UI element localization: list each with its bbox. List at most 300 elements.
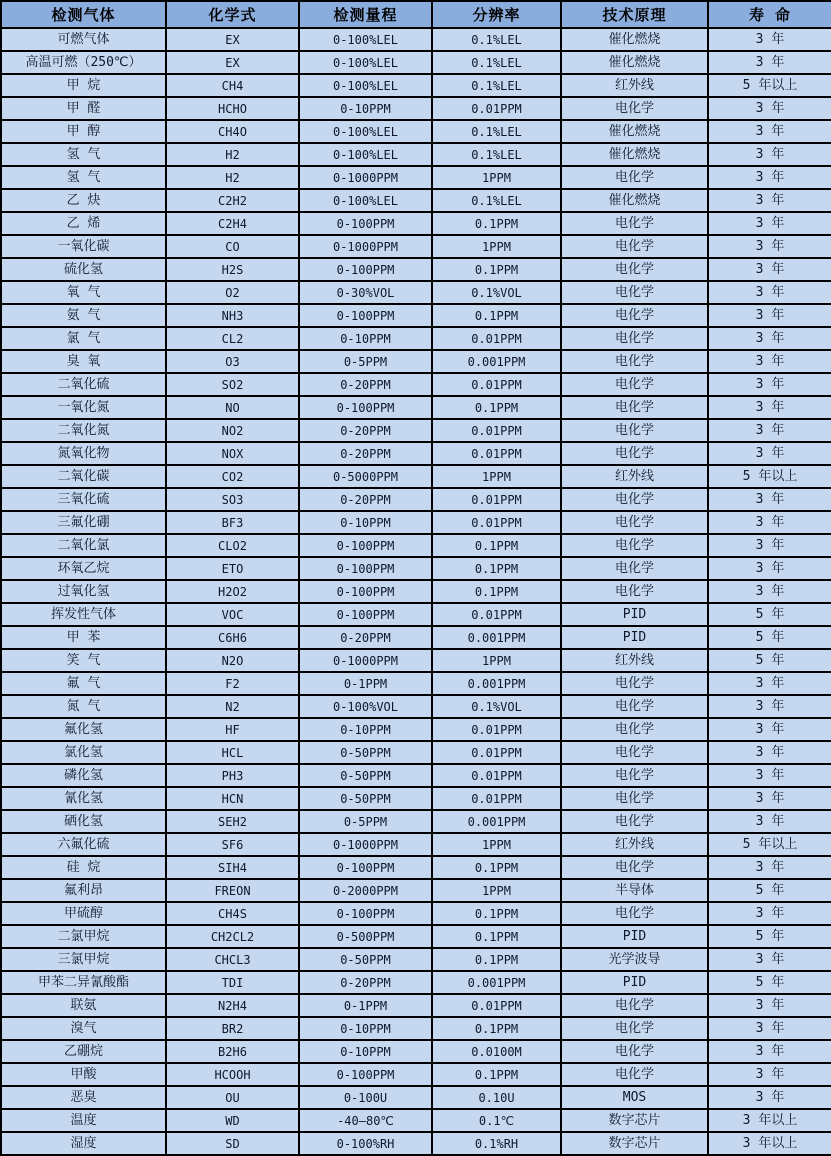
cell-r28-c2: 0-1PPM [299, 672, 432, 695]
cell-r30-c3: 0.01PPM [432, 718, 561, 741]
cell-r31-c2: 0-50PPM [299, 741, 432, 764]
cell-r34-c3: 0.001PPM [432, 810, 561, 833]
cell-r10-c3: 0.1PPM [432, 258, 561, 281]
cell-r42-c0: 联氨 [1, 994, 166, 1017]
cell-r1-c3: 0.1%LEL [432, 51, 561, 74]
column-header-4: 技术原理 [561, 1, 708, 28]
cell-r28-c4: 电化学 [561, 672, 708, 695]
cell-r25-c3: 0.01PPM [432, 603, 561, 626]
cell-r39-c1: CH2CL2 [166, 925, 299, 948]
cell-r5-c0: 氢 气 [1, 143, 166, 166]
cell-r7-c4: 催化燃烧 [561, 189, 708, 212]
cell-r12-c1: NH3 [166, 304, 299, 327]
cell-r42-c5: 3 年 [708, 994, 831, 1017]
cell-r2-c3: 0.1%LEL [432, 74, 561, 97]
cell-r33-c5: 3 年 [708, 787, 831, 810]
cell-r9-c1: CO [166, 235, 299, 258]
cell-r19-c3: 1PPM [432, 465, 561, 488]
cell-r43-c5: 3 年 [708, 1017, 831, 1040]
cell-r37-c3: 1PPM [432, 879, 561, 902]
cell-r17-c5: 3 年 [708, 419, 831, 442]
cell-r27-c5: 5 年 [708, 649, 831, 672]
cell-r42-c3: 0.01PPM [432, 994, 561, 1017]
cell-r26-c3: 0.001PPM [432, 626, 561, 649]
table-header [1, 1, 831, 28]
cell-r8-c0: 乙 烯 [1, 212, 166, 235]
cell-r41-c4: PID [561, 971, 708, 994]
cell-r8-c1: C2H4 [166, 212, 299, 235]
cell-r1-c0: 高温可燃（250℃） [1, 51, 166, 74]
cell-r6-c4: 电化学 [561, 166, 708, 189]
cell-r44-c5: 3 年 [708, 1040, 831, 1063]
cell-r31-c1: HCL [166, 741, 299, 764]
cell-r24-c3: 0.1PPM [432, 580, 561, 603]
cell-r31-c5: 3 年 [708, 741, 831, 764]
cell-r6-c0: 氢 气 [1, 166, 166, 189]
table-row [1, 396, 831, 419]
cell-r6-c3: 1PPM [432, 166, 561, 189]
cell-r38-c1: CH4S [166, 902, 299, 925]
cell-r22-c5: 3 年 [708, 534, 831, 557]
cell-r23-c2: 0-100PPM [299, 557, 432, 580]
cell-r40-c2: 0-50PPM [299, 948, 432, 971]
cell-r46-c4: MOS [561, 1086, 708, 1109]
cell-r4-c4: 催化燃烧 [561, 120, 708, 143]
table-row [1, 787, 831, 810]
table-row [1, 948, 831, 971]
cell-r13-c5: 3 年 [708, 327, 831, 350]
cell-r39-c2: 0-500PPM [299, 925, 432, 948]
cell-r10-c0: 硫化氢 [1, 258, 166, 281]
cell-r39-c0: 二氯甲烷 [1, 925, 166, 948]
cell-r48-c3: 0.1%RH [432, 1132, 561, 1155]
cell-r35-c5: 5 年以上 [708, 833, 831, 856]
table-row [1, 304, 831, 327]
cell-r43-c1: BR2 [166, 1017, 299, 1040]
cell-r21-c2: 0-10PPM [299, 511, 432, 534]
cell-r0-c3: 0.1%LEL [432, 28, 561, 51]
cell-r14-c0: 臭 氧 [1, 350, 166, 373]
cell-r29-c3: 0.1%VOL [432, 695, 561, 718]
cell-r2-c0: 甲 烷 [1, 74, 166, 97]
cell-r23-c4: 电化学 [561, 557, 708, 580]
cell-r25-c1: VOC [166, 603, 299, 626]
cell-r5-c1: H2 [166, 143, 299, 166]
cell-r5-c5: 3 年 [708, 143, 831, 166]
table-row [1, 442, 831, 465]
cell-r24-c4: 电化学 [561, 580, 708, 603]
cell-r23-c0: 环氧乙烷 [1, 557, 166, 580]
cell-r13-c4: 电化学 [561, 327, 708, 350]
cell-r8-c3: 0.1PPM [432, 212, 561, 235]
cell-r48-c4: 数字芯片 [561, 1132, 708, 1155]
cell-r1-c2: 0-100%LEL [299, 51, 432, 74]
cell-r35-c0: 六氟化硫 [1, 833, 166, 856]
cell-r43-c4: 电化学 [561, 1017, 708, 1040]
table-row [1, 1040, 831, 1063]
cell-r44-c0: 乙硼烷 [1, 1040, 166, 1063]
table-row [1, 580, 831, 603]
table-row [1, 74, 831, 97]
cell-r0-c0: 可燃气体 [1, 28, 166, 51]
cell-r34-c2: 0-5PPM [299, 810, 432, 833]
cell-r4-c3: 0.1%LEL [432, 120, 561, 143]
cell-r30-c5: 3 年 [708, 718, 831, 741]
cell-r20-c5: 3 年 [708, 488, 831, 511]
cell-r39-c4: PID [561, 925, 708, 948]
cell-r18-c2: 0-20PPM [299, 442, 432, 465]
cell-r46-c2: 0-100U [299, 1086, 432, 1109]
cell-r5-c2: 0-100%LEL [299, 143, 432, 166]
cell-r48-c2: 0-100%RH [299, 1132, 432, 1155]
cell-r38-c3: 0.1PPM [432, 902, 561, 925]
table-row [1, 373, 831, 396]
cell-r38-c0: 甲硫醇 [1, 902, 166, 925]
cell-r29-c5: 3 年 [708, 695, 831, 718]
cell-r11-c0: 氧 气 [1, 281, 166, 304]
cell-r20-c0: 三氧化硫 [1, 488, 166, 511]
cell-r39-c3: 0.1PPM [432, 925, 561, 948]
cell-r7-c5: 3 年 [708, 189, 831, 212]
cell-r41-c1: TDI [166, 971, 299, 994]
cell-r16-c2: 0-100PPM [299, 396, 432, 419]
cell-r25-c2: 0-100PPM [299, 603, 432, 626]
cell-r26-c4: PID [561, 626, 708, 649]
table-row [1, 189, 831, 212]
cell-r10-c4: 电化学 [561, 258, 708, 281]
cell-r9-c0: 一氧化碳 [1, 235, 166, 258]
cell-r0-c4: 催化燃烧 [561, 28, 708, 51]
table-row [1, 1086, 831, 1109]
cell-r23-c1: ETO [166, 557, 299, 580]
cell-r29-c0: 氮 气 [1, 695, 166, 718]
cell-r4-c1: CH4O [166, 120, 299, 143]
table-row [1, 925, 831, 948]
cell-r9-c4: 电化学 [561, 235, 708, 258]
cell-r45-c0: 甲酸 [1, 1063, 166, 1086]
cell-r12-c4: 电化学 [561, 304, 708, 327]
cell-r18-c1: NOX [166, 442, 299, 465]
cell-r26-c2: 0-20PPM [299, 626, 432, 649]
table-row [1, 649, 831, 672]
table-row [1, 994, 831, 1017]
cell-r17-c4: 电化学 [561, 419, 708, 442]
cell-r20-c4: 电化学 [561, 488, 708, 511]
cell-r26-c0: 甲 苯 [1, 626, 166, 649]
cell-r22-c1: CLO2 [166, 534, 299, 557]
cell-r42-c1: N2H4 [166, 994, 299, 1017]
cell-r30-c0: 氟化氢 [1, 718, 166, 741]
cell-r4-c5: 3 年 [708, 120, 831, 143]
cell-r33-c2: 0-50PPM [299, 787, 432, 810]
cell-r19-c5: 5 年以上 [708, 465, 831, 488]
cell-r46-c5: 3 年 [708, 1086, 831, 1109]
cell-r32-c0: 磷化氢 [1, 764, 166, 787]
cell-r13-c3: 0.01PPM [432, 327, 561, 350]
cell-r12-c2: 0-100PPM [299, 304, 432, 327]
cell-r29-c4: 电化学 [561, 695, 708, 718]
cell-r27-c2: 0-1000PPM [299, 649, 432, 672]
cell-r3-c5: 3 年 [708, 97, 831, 120]
cell-r29-c1: N2 [166, 695, 299, 718]
cell-r43-c2: 0-10PPM [299, 1017, 432, 1040]
cell-r2-c4: 红外线 [561, 74, 708, 97]
cell-r33-c4: 电化学 [561, 787, 708, 810]
cell-r14-c4: 电化学 [561, 350, 708, 373]
cell-r34-c0: 硒化氢 [1, 810, 166, 833]
cell-r37-c0: 氟利昂 [1, 879, 166, 902]
cell-r42-c4: 电化学 [561, 994, 708, 1017]
cell-r22-c3: 0.1PPM [432, 534, 561, 557]
cell-r8-c5: 3 年 [708, 212, 831, 235]
cell-r36-c2: 0-100PPM [299, 856, 432, 879]
cell-r1-c4: 催化燃烧 [561, 51, 708, 74]
table-row [1, 511, 831, 534]
cell-r0-c5: 3 年 [708, 28, 831, 51]
cell-r11-c4: 电化学 [561, 281, 708, 304]
table-body [1, 28, 831, 1155]
cell-r23-c5: 3 年 [708, 557, 831, 580]
table-row [1, 28, 831, 51]
cell-r41-c3: 0.001PPM [432, 971, 561, 994]
cell-r18-c5: 3 年 [708, 442, 831, 465]
cell-r32-c3: 0.01PPM [432, 764, 561, 787]
cell-r41-c5: 5 年 [708, 971, 831, 994]
cell-r46-c1: OU [166, 1086, 299, 1109]
cell-r35-c3: 1PPM [432, 833, 561, 856]
cell-r41-c2: 0-20PPM [299, 971, 432, 994]
cell-r47-c5: 3 年以上 [708, 1109, 831, 1132]
cell-r42-c2: 0-1PPM [299, 994, 432, 1017]
cell-r11-c1: O2 [166, 281, 299, 304]
cell-r12-c0: 氨 气 [1, 304, 166, 327]
cell-r38-c5: 3 年 [708, 902, 831, 925]
cell-r15-c1: SO2 [166, 373, 299, 396]
cell-r37-c4: 半导体 [561, 879, 708, 902]
cell-r47-c2: -40—80℃ [299, 1109, 432, 1132]
cell-r15-c5: 3 年 [708, 373, 831, 396]
cell-r22-c4: 电化学 [561, 534, 708, 557]
cell-r46-c3: 0.10U [432, 1086, 561, 1109]
cell-r2-c1: CH4 [166, 74, 299, 97]
cell-r38-c2: 0-100PPM [299, 902, 432, 925]
cell-r28-c5: 3 年 [708, 672, 831, 695]
cell-r21-c0: 三氟化硼 [1, 511, 166, 534]
table-row [1, 603, 831, 626]
cell-r6-c2: 0-1000PPM [299, 166, 432, 189]
cell-r1-c5: 3 年 [708, 51, 831, 74]
cell-r45-c1: HCOOH [166, 1063, 299, 1086]
table-row [1, 833, 831, 856]
cell-r47-c1: WD [166, 1109, 299, 1132]
cell-r3-c3: 0.01PPM [432, 97, 561, 120]
cell-r27-c0: 笑 气 [1, 649, 166, 672]
cell-r45-c4: 电化学 [561, 1063, 708, 1086]
table-row [1, 258, 831, 281]
cell-r3-c4: 电化学 [561, 97, 708, 120]
cell-r36-c0: 硅 烷 [1, 856, 166, 879]
cell-r39-c5: 5 年 [708, 925, 831, 948]
cell-r26-c5: 5 年 [708, 626, 831, 649]
cell-r21-c5: 3 年 [708, 511, 831, 534]
cell-r43-c3: 0.1PPM [432, 1017, 561, 1040]
cell-r15-c4: 电化学 [561, 373, 708, 396]
cell-r19-c4: 红外线 [561, 465, 708, 488]
cell-r33-c3: 0.01PPM [432, 787, 561, 810]
table-row [1, 143, 831, 166]
cell-r2-c2: 0-100%LEL [299, 74, 432, 97]
cell-r13-c2: 0-10PPM [299, 327, 432, 350]
cell-r33-c0: 氰化氢 [1, 787, 166, 810]
cell-r45-c5: 3 年 [708, 1063, 831, 1086]
table-row [1, 120, 831, 143]
column-header-5: 寿 命 [708, 1, 831, 28]
column-header-1: 化学式 [166, 1, 299, 28]
column-header-3: 分辨率 [432, 1, 561, 28]
cell-r34-c1: SEH2 [166, 810, 299, 833]
cell-r7-c2: 0-100%LEL [299, 189, 432, 212]
table-row [1, 672, 831, 695]
cell-r19-c2: 0-5000PPM [299, 465, 432, 488]
cell-r9-c5: 3 年 [708, 235, 831, 258]
cell-r27-c1: N2O [166, 649, 299, 672]
cell-r15-c3: 0.01PPM [432, 373, 561, 396]
table-row [1, 212, 831, 235]
cell-r24-c2: 0-100PPM [299, 580, 432, 603]
cell-r18-c3: 0.01PPM [432, 442, 561, 465]
cell-r22-c2: 0-100PPM [299, 534, 432, 557]
table-row [1, 350, 831, 373]
cell-r17-c0: 二氧化氮 [1, 419, 166, 442]
cell-r17-c1: NO2 [166, 419, 299, 442]
cell-r40-c1: CHCL3 [166, 948, 299, 971]
cell-r7-c0: 乙 炔 [1, 189, 166, 212]
cell-r40-c5: 3 年 [708, 948, 831, 971]
cell-r8-c2: 0-100PPM [299, 212, 432, 235]
cell-r21-c4: 电化学 [561, 511, 708, 534]
cell-r11-c2: 0-30%VOL [299, 281, 432, 304]
cell-r48-c0: 湿度 [1, 1132, 166, 1155]
cell-r28-c1: F2 [166, 672, 299, 695]
cell-r20-c1: SO3 [166, 488, 299, 511]
cell-r5-c3: 0.1%LEL [432, 143, 561, 166]
cell-r13-c1: CL2 [166, 327, 299, 350]
table-row [1, 327, 831, 350]
cell-r5-c4: 催化燃烧 [561, 143, 708, 166]
table-row [1, 879, 831, 902]
cell-r18-c4: 电化学 [561, 442, 708, 465]
cell-r38-c4: 电化学 [561, 902, 708, 925]
cell-r36-c5: 3 年 [708, 856, 831, 879]
cell-r25-c5: 5 年 [708, 603, 831, 626]
cell-r19-c1: CO2 [166, 465, 299, 488]
cell-r45-c2: 0-100PPM [299, 1063, 432, 1086]
cell-r9-c2: 0-1000PPM [299, 235, 432, 258]
column-header-0: 检测气体 [1, 1, 166, 28]
cell-r4-c0: 甲 醇 [1, 120, 166, 143]
cell-r24-c1: H2O2 [166, 580, 299, 603]
cell-r40-c0: 三氯甲烷 [1, 948, 166, 971]
cell-r13-c0: 氯 气 [1, 327, 166, 350]
cell-r24-c5: 3 年 [708, 580, 831, 603]
cell-r6-c5: 3 年 [708, 166, 831, 189]
cell-r16-c0: 一氧化氮 [1, 396, 166, 419]
table-row [1, 488, 831, 511]
table-row [1, 1109, 831, 1132]
cell-r21-c1: BF3 [166, 511, 299, 534]
cell-r7-c3: 0.1%LEL [432, 189, 561, 212]
cell-r10-c2: 0-100PPM [299, 258, 432, 281]
cell-r10-c5: 3 年 [708, 258, 831, 281]
cell-r40-c4: 光学波导 [561, 948, 708, 971]
cell-r12-c5: 3 年 [708, 304, 831, 327]
cell-r31-c3: 0.01PPM [432, 741, 561, 764]
cell-r2-c5: 5 年以上 [708, 74, 831, 97]
cell-r18-c0: 氮氧化物 [1, 442, 166, 465]
table-row [1, 1132, 831, 1155]
cell-r35-c2: 0-1000PPM [299, 833, 432, 856]
cell-r32-c1: PH3 [166, 764, 299, 787]
cell-r20-c3: 0.01PPM [432, 488, 561, 511]
table-row [1, 764, 831, 787]
cell-r36-c4: 电化学 [561, 856, 708, 879]
cell-r16-c5: 3 年 [708, 396, 831, 419]
cell-r33-c1: HCN [166, 787, 299, 810]
cell-r45-c3: 0.1PPM [432, 1063, 561, 1086]
cell-r35-c1: SF6 [166, 833, 299, 856]
cell-r17-c2: 0-20PPM [299, 419, 432, 442]
table-row [1, 166, 831, 189]
cell-r44-c4: 电化学 [561, 1040, 708, 1063]
cell-r26-c1: C6H6 [166, 626, 299, 649]
cell-r8-c4: 电化学 [561, 212, 708, 235]
cell-r44-c2: 0-10PPM [299, 1040, 432, 1063]
cell-r47-c4: 数字芯片 [561, 1109, 708, 1132]
cell-r48-c1: SD [166, 1132, 299, 1155]
table-row [1, 235, 831, 258]
cell-r3-c1: HCHO [166, 97, 299, 120]
cell-r3-c2: 0-10PPM [299, 97, 432, 120]
table-row [1, 626, 831, 649]
cell-r9-c3: 1PPM [432, 235, 561, 258]
cell-r30-c1: HF [166, 718, 299, 741]
table-row [1, 695, 831, 718]
cell-r40-c3: 0.1PPM [432, 948, 561, 971]
cell-r12-c3: 0.1PPM [432, 304, 561, 327]
table-row [1, 534, 831, 557]
cell-r27-c4: 红外线 [561, 649, 708, 672]
cell-r14-c2: 0-5PPM [299, 350, 432, 373]
cell-r31-c4: 电化学 [561, 741, 708, 764]
cell-r16-c3: 0.1PPM [432, 396, 561, 419]
table-row [1, 281, 831, 304]
table-row [1, 1017, 831, 1040]
table-row [1, 810, 831, 833]
cell-r31-c0: 氯化氢 [1, 741, 166, 764]
cell-r21-c3: 0.01PPM [432, 511, 561, 534]
cell-r35-c4: 红外线 [561, 833, 708, 856]
cell-r41-c0: 甲苯二异氰酸酯 [1, 971, 166, 994]
cell-r36-c3: 0.1PPM [432, 856, 561, 879]
cell-r43-c0: 溴气 [1, 1017, 166, 1040]
cell-r25-c4: PID [561, 603, 708, 626]
cell-r0-c2: 0-100%LEL [299, 28, 432, 51]
cell-r30-c2: 0-10PPM [299, 718, 432, 741]
cell-r34-c4: 电化学 [561, 810, 708, 833]
cell-r19-c0: 二氧化碳 [1, 465, 166, 488]
header-row [1, 1, 831, 28]
column-header-2: 检测量程 [299, 1, 432, 28]
